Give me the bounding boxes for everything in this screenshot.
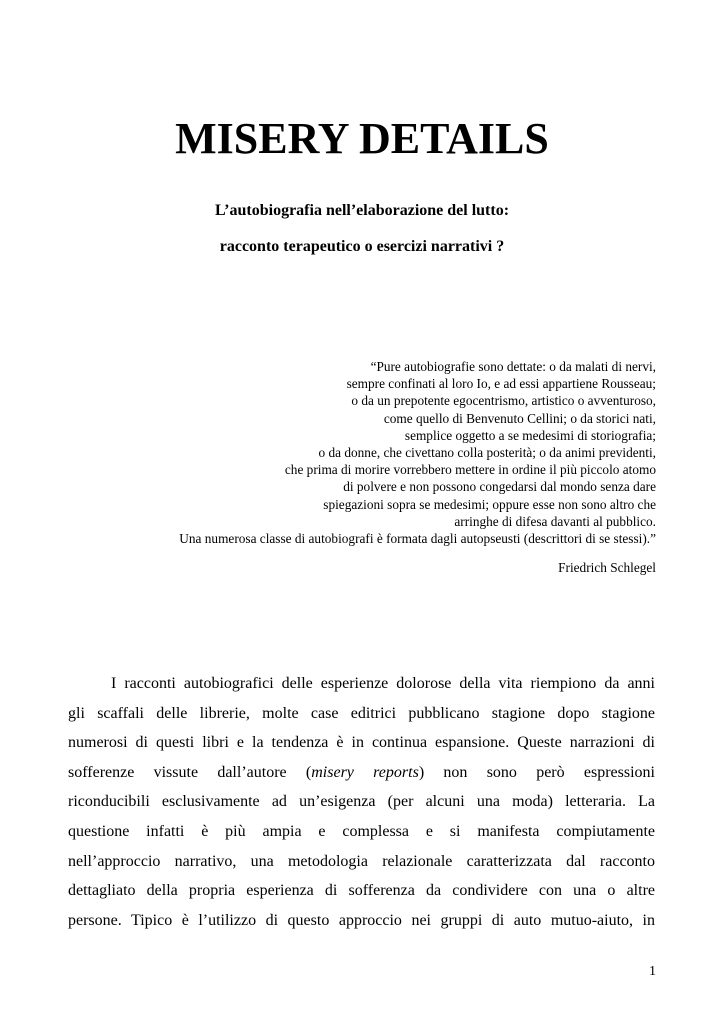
body-text-segment: ) non sono però espressioni: [418, 763, 655, 781]
body-paragraph: [68, 669, 655, 935]
epigraph-line: Una numerosa classe di autobiografi è formata dagli autopseusti (descrittori di se stessi).”: [179, 531, 656, 547]
epigraph-quote: [96, 358, 656, 547]
document-subtitle-line-2: racconto terapeutico o esercizi narrativi ?: [219, 238, 505, 255]
document-subtitle-line-1: L’autobiografia nell’elaborazione del lutto:: [214, 202, 510, 219]
epigraph-line: spiegazioni sopra se medesimi; oppure esse non sono altro che: [323, 496, 656, 512]
epigraph-line: “Pure autobiografie sono dettate: o da malati di nervi,: [370, 359, 656, 374]
epigraph-line: o da un prepotente egocentrismo, artistico o avventuroso,: [351, 393, 656, 409]
epigraph-line: di polvere e non possono congedarsi dal mondo senza dare: [343, 479, 656, 495]
document-title: MISERY DETAILS: [175, 114, 549, 163]
body-text-segment: sofferenze vissute dall’autore (: [68, 763, 312, 781]
body-line-with-italic: [68, 758, 655, 788]
epigraph-line: come quello di Benvenuto Cellini; o da storici nati,: [383, 410, 656, 426]
epigraph-line: o da donne, che civettano colla posterità; o da animi previdenti,: [318, 445, 656, 461]
body-line: riconducibili esclusivamente ad un’esigenza (per alcuni una moda) letteraria. La: [68, 793, 655, 811]
body-line: dettagliato della propria esperienza di sofferenza da condividere con una o altre: [68, 882, 655, 900]
epigraph-line: che prima di morire vorrebbero mettere in ordine il più piccolo atomo: [284, 462, 656, 478]
epigraph-attribution: Friedrich Schlegel: [558, 560, 656, 575]
body-line: I racconti autobiografici delle esperienze dolorose della vita riempiono da anni: [111, 675, 655, 692]
body-line: persone. Tipico è l’utilizzo di questo approccio nei gruppi di auto mutuo-aiuto, in: [68, 911, 655, 929]
epigraph-line: sempre confinati al loro Io, e ad essi appartiene Rousseau;: [346, 376, 656, 392]
body-line: numerosi di questi libri e la tendenza è in continua espansione. Queste narrazioni di: [68, 734, 655, 752]
page-number: 1: [649, 964, 656, 979]
body-line: gli scaffali delle librerie, molte case editrici pubblicano stagione dopo stagione: [68, 704, 655, 722]
epigraph-line: arringhe di difesa davanti al pubblico.: [454, 513, 656, 529]
epigraph-line: semplice oggetto a se medesimi di storiografia;: [404, 427, 656, 443]
italic-term: misery reports: [311, 763, 419, 781]
body-line: nell’approccio narrativo, una metodologia relazionale caratterizzata dal racconto: [68, 852, 655, 870]
body-line: questione infatti è più ampia e complessa e si manifesta compiutamente: [68, 822, 655, 840]
